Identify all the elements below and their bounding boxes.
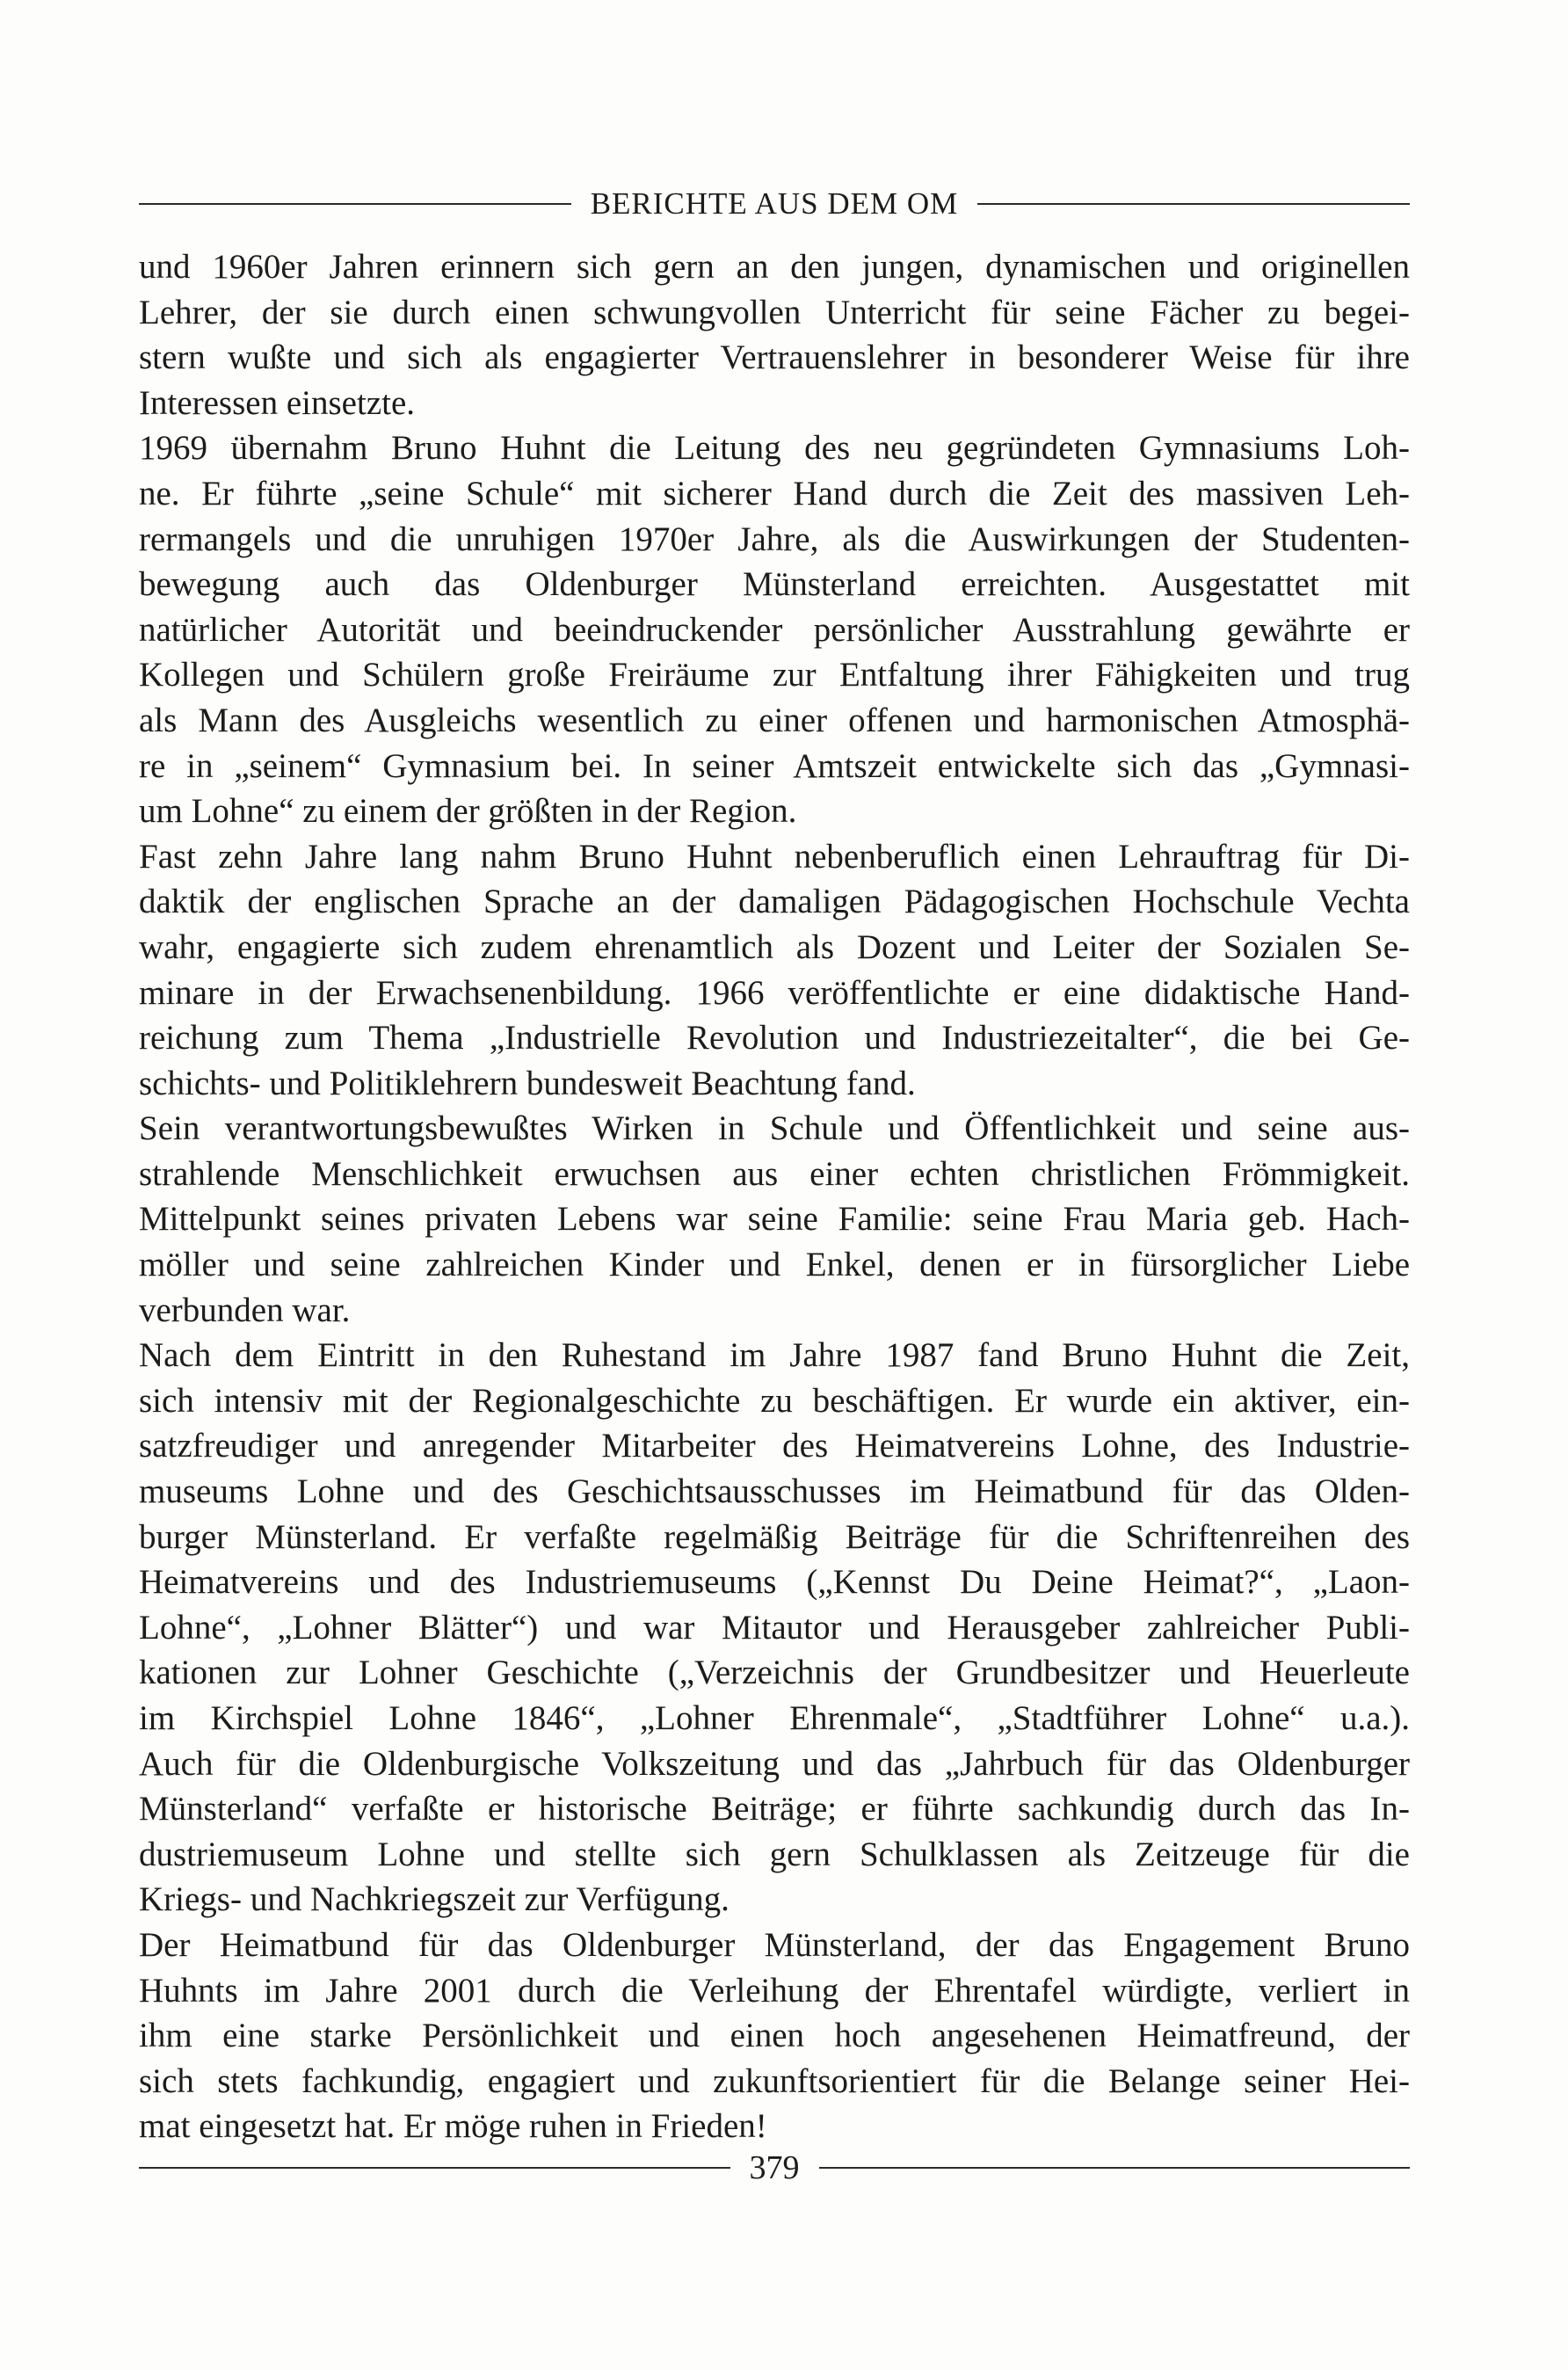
text-line: sich intensiv mit der Regionalgeschichte zu beschäftigen. Er wurde ein aktiver, ein- xyxy=(139,1381,1410,1420)
text-line: daktik der englischen Sprache an der damaligen Pädagogischen Hochschule Vechta xyxy=(139,883,1410,921)
page-number: 379 xyxy=(749,2149,800,2186)
text-line: reichung zum Thema „Industrielle Revolution und Industriezeitalter“, die bei Ge- xyxy=(139,1019,1410,1058)
text-line: dustriemuseum Lohne und stellte sich gern Schulklassen als Zeitzeuge für die xyxy=(139,1835,1410,1873)
text-line: um Lohne“ zu einem der größten in der Region. xyxy=(139,792,797,831)
paragraph xyxy=(139,834,1410,1107)
paragraph xyxy=(139,425,1410,833)
text-line: museums Lohne und des Geschichtsausschusses im Heimatbund für das Olden- xyxy=(139,1472,1410,1511)
paragraph xyxy=(139,244,1410,425)
text-line: Nach dem Eintritt in den Ruhestand im Jahre 1987 fand Bruno Huhnt die Zeit, xyxy=(139,1336,1410,1375)
footer-rule-right xyxy=(819,2167,1411,2169)
text-line: rermangels und die unruhigen 1970er Jahre, als die Auswirkungen der Studenten- xyxy=(139,520,1410,558)
text-line: verbunden war. xyxy=(139,1290,351,1329)
text-line: Heimatvereins und des Industriemuseums („Kennst Du Deine Heimat?“, „Laon- xyxy=(139,1563,1410,1602)
text-line: 1969 übernahm Bruno Huhnt die Leitung des neu gegründeten Gymnasiums Loh- xyxy=(139,429,1410,468)
text-line: Auch für die Oldenburgische Volkszeitung und das „Jahrbuch für das Oldenburger xyxy=(139,1744,1410,1783)
header-rule-left xyxy=(139,203,571,205)
text-line: Mittelpunkt seines privaten Lebens war seine Familie: seine Frau Maria geb. Hach- xyxy=(139,1200,1410,1239)
text-line: re in „seinem“ Gymnasium bei. In seiner Amtszeit entwickelte sich das „Gymnasi- xyxy=(139,746,1410,785)
text-line: minare in der Erwachsenenbildung. 1966 veröffentlichte er eine didaktische Hand- xyxy=(139,973,1410,1012)
text-line: burger Münsterland. Er verfaßte regelmäßig Beiträge für die Schriftenreihen des xyxy=(139,1517,1410,1556)
text-line: stern wußte und sich als engagierter Vertrauenslehrer in besonderer Weise für ihre xyxy=(139,338,1410,377)
text-line: Huhnts im Jahre 2001 durch die Verleihung der Ehrentafel würdigte, verliert in xyxy=(139,1971,1410,2010)
running-header xyxy=(139,183,1410,225)
running-title: BERICHTE AUS DEM OM xyxy=(590,186,959,221)
text-line: Fast zehn Jahre lang nahm Bruno Huhnt nebenberuflich einen Lehrauftrag für Di- xyxy=(139,837,1410,876)
text-line: Sein verantwortungsbewußtes Wirken in Schule und Öffentlichkeit und seine aus- xyxy=(139,1109,1410,1148)
text-line: wahr, engagierte sich zudem ehrenamtlich als Dozent und Leiter der Sozialen Se- xyxy=(139,927,1410,966)
text-line: möller und seine zahlreichen Kinder und Enkel, denen er in fürsorglicher Liebe xyxy=(139,1246,1410,1284)
paragraph xyxy=(139,1923,1410,2149)
text-line: Kollegen und Schülern große Freiräume zur Entfaltung ihrer Fähigkeiten und trug xyxy=(139,656,1410,694)
text-line: ihm eine starke Persönlichkeit und einen hoch angesehenen Heimatfreund, der xyxy=(139,2017,1410,2055)
text-line: ne. Er führte „seine Schule“ mit sicherer Hand durch die Zeit des massiven Leh- xyxy=(139,474,1410,513)
text-line: Der Heimatbund für das Oldenburger Münsterland, der das Engagement Bruno xyxy=(139,1925,1410,1964)
footer-rule-left xyxy=(139,2167,730,2169)
paragraph xyxy=(139,1333,1410,1923)
text-line: satzfreudiger und anregender Mitarbeiter des Heimatvereins Lohne, des Industrie- xyxy=(139,1427,1410,1465)
text-line: bewegung auch das Oldenburger Münsterland erreichten. Ausgestattet mit xyxy=(139,565,1410,604)
text-line: schichts- und Politiklehrern bundesweit Beachtung fand. xyxy=(139,1064,916,1102)
text-line: Kriegs- und Nachkriegszeit zur Verfügung. xyxy=(139,1880,730,1919)
text-line: mat eingesetzt hat. Er möge ruhen in Frieden! xyxy=(139,2107,767,2146)
text-line: sich stets fachkundig, engagiert und zukunftsorientiert für die Belange seiner Hei- xyxy=(139,2061,1410,2100)
text-line: strahlende Menschlichkeit erwuchsen aus einer echten christlichen Frömmigkeit. xyxy=(139,1154,1410,1193)
text-line: im Kirchspiel Lohne 1846“, „Lohner Ehrenmale“, „Stadtführer Lohne“ u.a.). xyxy=(139,1699,1410,1737)
body-text xyxy=(139,244,1410,2149)
text-line: Münsterland“ verfaßte er historische Beiträge; er führte sachkundig durch das In- xyxy=(139,1790,1410,1828)
text-line: kationen zur Lohner Geschichte („Verzeichnis der Grundbesitzer und Heuerleute xyxy=(139,1654,1410,1692)
text-line: Lohne“, „Lohner Blätter“) und war Mitautor und Herausgeber zahlreicher Publi- xyxy=(139,1608,1410,1647)
page-footer xyxy=(139,2145,1410,2191)
text-line: Interessen einsetzte. xyxy=(139,383,416,422)
header-rule-right xyxy=(977,203,1410,205)
paragraph xyxy=(139,1106,1410,1333)
text-line: als Mann des Ausgleichs wesentlich zu einer offenen und harmonischen Atmosphä- xyxy=(139,701,1410,739)
text-line: Lehrer, der sie durch einen schwungvollen Unterricht für seine Fächer zu begei- xyxy=(139,293,1410,331)
text-line: und 1960er Jahren erinnern sich gern an den jungen, dynamischen und originellen xyxy=(139,248,1410,286)
text-line: natürlicher Autorität und beeindruckender persönlicher Ausstrahlung gewährte er xyxy=(139,610,1410,649)
